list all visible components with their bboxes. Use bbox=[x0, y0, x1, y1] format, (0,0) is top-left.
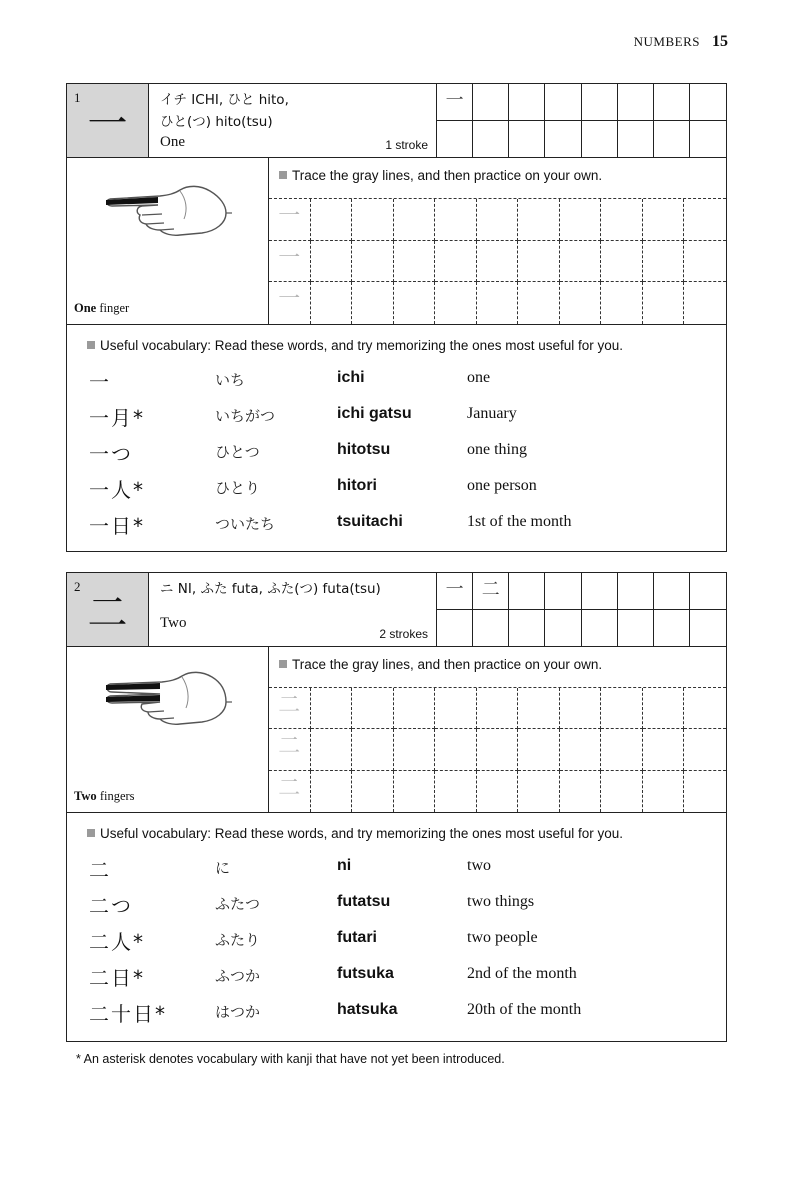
bullet-square-icon bbox=[87, 341, 95, 349]
illustration-caption: Two fingers bbox=[74, 789, 135, 803]
vocab-kana: いち bbox=[215, 371, 246, 389]
vocab-kanji: 二十日* bbox=[89, 1002, 167, 1026]
vocab-english: 2nd of the month bbox=[467, 965, 577, 982]
vocab-row bbox=[67, 510, 726, 546]
vocab-english: 20th of the month bbox=[467, 1001, 582, 1018]
vocab-row bbox=[67, 998, 726, 1034]
stroke-cell bbox=[509, 84, 545, 121]
trace-cell[interactable]: 二 bbox=[269, 729, 311, 770]
stroke-step: 一 bbox=[437, 84, 473, 121]
kanji-meaning: Two bbox=[160, 615, 187, 631]
trace-cell[interactable]: 二 bbox=[269, 688, 311, 729]
practice-cell[interactable] bbox=[477, 688, 519, 729]
practice-cell[interactable] bbox=[518, 771, 560, 812]
stroke-cell bbox=[690, 84, 726, 121]
footnote: * An asterisk denotes vocabulary with kanji that have not yet been introduced. bbox=[76, 1052, 505, 1066]
practice-cell[interactable] bbox=[560, 241, 602, 283]
kanji-number: 1 bbox=[74, 90, 81, 105]
trace-cell[interactable]: 一 bbox=[269, 282, 311, 324]
vocab-kanji: 一人* bbox=[89, 478, 145, 502]
practice-cell[interactable] bbox=[477, 771, 519, 812]
trace-cell[interactable]: 一 bbox=[269, 199, 311, 241]
practice-cell[interactable] bbox=[352, 199, 394, 241]
trace-practice-area bbox=[269, 157, 726, 324]
stroke-cell bbox=[690, 610, 726, 647]
practice-cell[interactable] bbox=[311, 241, 353, 283]
vocab-kana: に bbox=[215, 859, 231, 877]
vocab-english: one person bbox=[467, 477, 537, 494]
stroke-cell bbox=[545, 84, 581, 121]
stroke-cell bbox=[618, 84, 654, 121]
vocab-romaji: hatsuka bbox=[337, 1001, 398, 1018]
vocab-kana: ひとり bbox=[215, 479, 261, 497]
vocab-kanji: 二つ bbox=[89, 894, 133, 918]
practice-cell[interactable] bbox=[435, 241, 477, 283]
stroke-cell bbox=[473, 84, 509, 121]
vocab-english: January bbox=[467, 405, 517, 422]
kanji-box bbox=[67, 84, 149, 157]
two-fingers-hand-illustration bbox=[102, 668, 232, 738]
practice-cell[interactable] bbox=[311, 688, 353, 729]
practice-cell[interactable] bbox=[643, 199, 685, 241]
kanji-meaning: One bbox=[160, 134, 185, 150]
vocab-romaji: ichi bbox=[337, 369, 365, 386]
practice-cell[interactable] bbox=[643, 729, 685, 770]
practice-cell[interactable] bbox=[684, 688, 726, 729]
stroke-cell bbox=[582, 610, 618, 647]
stroke-order-grid bbox=[437, 84, 726, 157]
stroke-cell bbox=[437, 610, 473, 647]
kanji-card-2 bbox=[66, 572, 727, 1042]
stroke-cell bbox=[473, 121, 509, 158]
trace-practice-area bbox=[269, 646, 726, 812]
stroke-cell bbox=[545, 121, 581, 158]
practice-section bbox=[67, 646, 726, 813]
vocab-kanji: 二 bbox=[89, 858, 111, 882]
kanji-card-1 bbox=[66, 83, 727, 552]
vocab-kanji: 一 bbox=[89, 370, 111, 394]
vocab-romaji: futatsu bbox=[337, 893, 391, 910]
stroke-cell bbox=[509, 573, 545, 610]
practice-cell[interactable] bbox=[684, 729, 726, 770]
vocab-kanji: 二日* bbox=[89, 966, 145, 990]
practice-cell[interactable] bbox=[352, 241, 394, 283]
kanji-info bbox=[149, 84, 437, 157]
vocab-romaji: ichi gatsu bbox=[337, 405, 412, 422]
practice-cell[interactable] bbox=[643, 241, 685, 283]
trace-grid bbox=[269, 198, 726, 324]
stroke-cell bbox=[654, 121, 690, 158]
practice-cell[interactable] bbox=[435, 688, 477, 729]
trace-grid bbox=[269, 687, 726, 812]
stroke-cell bbox=[473, 610, 509, 647]
vocab-row bbox=[67, 890, 726, 926]
stroke-cell bbox=[582, 84, 618, 121]
stroke-cell bbox=[618, 610, 654, 647]
practice-cell[interactable] bbox=[311, 729, 353, 770]
bullet-square-icon bbox=[279, 660, 287, 668]
trace-instruction: Trace the gray lines, and then practice on your own. bbox=[279, 168, 602, 183]
stroke-cell bbox=[690, 121, 726, 158]
practice-cell[interactable] bbox=[435, 199, 477, 241]
hand-illustration-panel bbox=[67, 646, 269, 812]
stroke-count: 1 stroke bbox=[385, 138, 428, 152]
vocab-row bbox=[67, 926, 726, 962]
reading-line: ニ NI, ふた futa, ふた(つ) futa(tsu) bbox=[160, 581, 381, 597]
vocab-kana: ひとつ bbox=[215, 443, 260, 461]
vocab-row bbox=[67, 962, 726, 998]
practice-cell[interactable] bbox=[518, 688, 560, 729]
vocab-english: two people bbox=[467, 929, 538, 946]
practice-cell[interactable] bbox=[352, 282, 394, 324]
practice-cell[interactable] bbox=[477, 729, 519, 770]
practice-cell[interactable] bbox=[352, 771, 394, 812]
card-header bbox=[67, 84, 726, 158]
kanji-character: 一 bbox=[87, 101, 128, 147]
kanji-readings bbox=[160, 89, 430, 133]
vocab-kanji: 一つ bbox=[89, 442, 133, 466]
practice-cell[interactable] bbox=[560, 729, 602, 770]
reading-line: ひと(つ) hito(tsu) bbox=[160, 114, 273, 130]
stroke-cell bbox=[654, 573, 690, 610]
vocab-romaji: futsuka bbox=[337, 965, 394, 982]
practice-cell[interactable] bbox=[601, 199, 643, 241]
practice-cell[interactable] bbox=[560, 688, 602, 729]
stroke-cell bbox=[545, 610, 581, 647]
one-finger-hand-illustration bbox=[102, 179, 232, 249]
illustration-caption: One finger bbox=[74, 301, 130, 315]
section-title: NUMBERS bbox=[633, 34, 700, 49]
vocab-kana: いちがつ bbox=[215, 407, 276, 425]
practice-cell[interactable] bbox=[477, 282, 519, 324]
practice-cell[interactable] bbox=[601, 241, 643, 283]
practice-cell[interactable] bbox=[684, 282, 726, 324]
practice-cell[interactable] bbox=[601, 729, 643, 770]
practice-cell[interactable] bbox=[643, 688, 685, 729]
trace-instruction: Trace the gray lines, and then practice on your own. bbox=[279, 657, 602, 672]
vocab-kana: ふたり bbox=[215, 931, 261, 949]
practice-cell[interactable] bbox=[394, 729, 436, 770]
vocabulary-section bbox=[67, 812, 726, 1041]
practice-cell[interactable] bbox=[601, 688, 643, 729]
practice-cell[interactable] bbox=[684, 241, 726, 283]
vocab-row bbox=[67, 474, 726, 510]
vocab-english: two things bbox=[467, 893, 535, 910]
stroke-cell bbox=[509, 610, 545, 647]
stroke-cell bbox=[654, 84, 690, 121]
practice-section bbox=[67, 157, 726, 325]
stroke-cell bbox=[618, 121, 654, 158]
vocab-romaji: hitotsu bbox=[337, 441, 391, 458]
practice-cell[interactable] bbox=[560, 771, 602, 812]
card-header bbox=[67, 573, 726, 647]
practice-cell[interactable] bbox=[518, 282, 560, 324]
practice-cell[interactable] bbox=[518, 199, 560, 241]
stroke-cell bbox=[582, 573, 618, 610]
kanji-box bbox=[67, 573, 149, 646]
practice-cell[interactable] bbox=[518, 241, 560, 283]
vocab-kana: ついたち bbox=[215, 515, 276, 533]
practice-cell[interactable] bbox=[643, 282, 685, 324]
vocab-english: one bbox=[467, 369, 491, 386]
practice-cell[interactable] bbox=[352, 729, 394, 770]
vocab-english: 1st of the month bbox=[467, 513, 572, 530]
vocab-kanji: 一日* bbox=[89, 514, 145, 538]
stroke-cell bbox=[545, 573, 581, 610]
practice-cell[interactable] bbox=[518, 729, 560, 770]
vocab-instruction: Useful vocabulary: Read these words, and try memorizing the ones most useful for you. bbox=[87, 826, 623, 841]
vocab-romaji: tsuitachi bbox=[337, 513, 403, 530]
kanji-readings bbox=[160, 578, 430, 600]
stroke-count: 2 strokes bbox=[379, 627, 428, 641]
vocab-kanji: 一月* bbox=[89, 406, 145, 430]
practice-cell[interactable] bbox=[643, 771, 685, 812]
practice-cell[interactable] bbox=[311, 282, 353, 324]
trace-cell[interactable]: 二 bbox=[269, 771, 311, 812]
practice-cell[interactable] bbox=[560, 282, 602, 324]
practice-cell[interactable] bbox=[601, 771, 643, 812]
vocab-instruction: Useful vocabulary: Read these words, and try memorizing the ones most useful for you. bbox=[87, 338, 623, 353]
kanji-character: 二 bbox=[87, 590, 128, 636]
vocab-row bbox=[67, 402, 726, 438]
kanji-number: 2 bbox=[74, 579, 81, 594]
stroke-step: 一 bbox=[437, 573, 473, 610]
practice-cell[interactable] bbox=[394, 688, 436, 729]
vocab-english: one thing bbox=[467, 441, 527, 458]
vocab-kana: はつか bbox=[215, 1003, 261, 1021]
practice-cell[interactable] bbox=[311, 199, 353, 241]
vocab-romaji: hitori bbox=[337, 477, 377, 494]
page-number: 15 bbox=[712, 33, 728, 50]
vocab-row bbox=[67, 854, 726, 890]
hand-illustration-panel bbox=[67, 157, 269, 324]
bullet-square-icon bbox=[87, 829, 95, 837]
stroke-cell bbox=[654, 610, 690, 647]
practice-cell[interactable] bbox=[435, 282, 477, 324]
stroke-step: 二 bbox=[473, 573, 509, 610]
vocab-kanji: 二人* bbox=[89, 930, 145, 954]
practice-cell[interactable] bbox=[394, 199, 436, 241]
practice-cell[interactable] bbox=[684, 771, 726, 812]
page-header bbox=[634, 33, 728, 51]
practice-cell[interactable] bbox=[311, 771, 353, 812]
practice-cell[interactable] bbox=[435, 771, 477, 812]
practice-cell[interactable] bbox=[394, 241, 436, 283]
vocab-row bbox=[67, 438, 726, 474]
practice-cell[interactable] bbox=[684, 199, 726, 241]
bullet-square-icon bbox=[279, 171, 287, 179]
vocabulary-section bbox=[67, 324, 726, 551]
trace-cell[interactable]: 一 bbox=[269, 241, 311, 283]
stroke-cell bbox=[509, 121, 545, 158]
practice-cell[interactable] bbox=[394, 771, 436, 812]
vocab-romaji: futari bbox=[337, 929, 377, 946]
vocab-kana: ふつか bbox=[215, 967, 261, 985]
stroke-cell bbox=[690, 573, 726, 610]
reading-line: イチ ICHI, ひと hito, bbox=[160, 92, 289, 108]
practice-cell[interactable] bbox=[477, 199, 519, 241]
practice-cell[interactable] bbox=[352, 688, 394, 729]
stroke-cell bbox=[437, 121, 473, 158]
vocab-row bbox=[67, 366, 726, 402]
stroke-cell bbox=[618, 573, 654, 610]
kanji-info bbox=[149, 573, 437, 646]
stroke-order-grid bbox=[437, 573, 726, 646]
practice-cell[interactable] bbox=[435, 729, 477, 770]
vocab-romaji: ni bbox=[337, 857, 352, 874]
practice-cell[interactable] bbox=[394, 282, 436, 324]
stroke-cell bbox=[582, 121, 618, 158]
practice-cell[interactable] bbox=[601, 282, 643, 324]
practice-cell[interactable] bbox=[477, 241, 519, 283]
vocab-kana: ふたつ bbox=[215, 895, 261, 913]
practice-cell[interactable] bbox=[560, 199, 602, 241]
vocab-english: two bbox=[467, 857, 491, 874]
